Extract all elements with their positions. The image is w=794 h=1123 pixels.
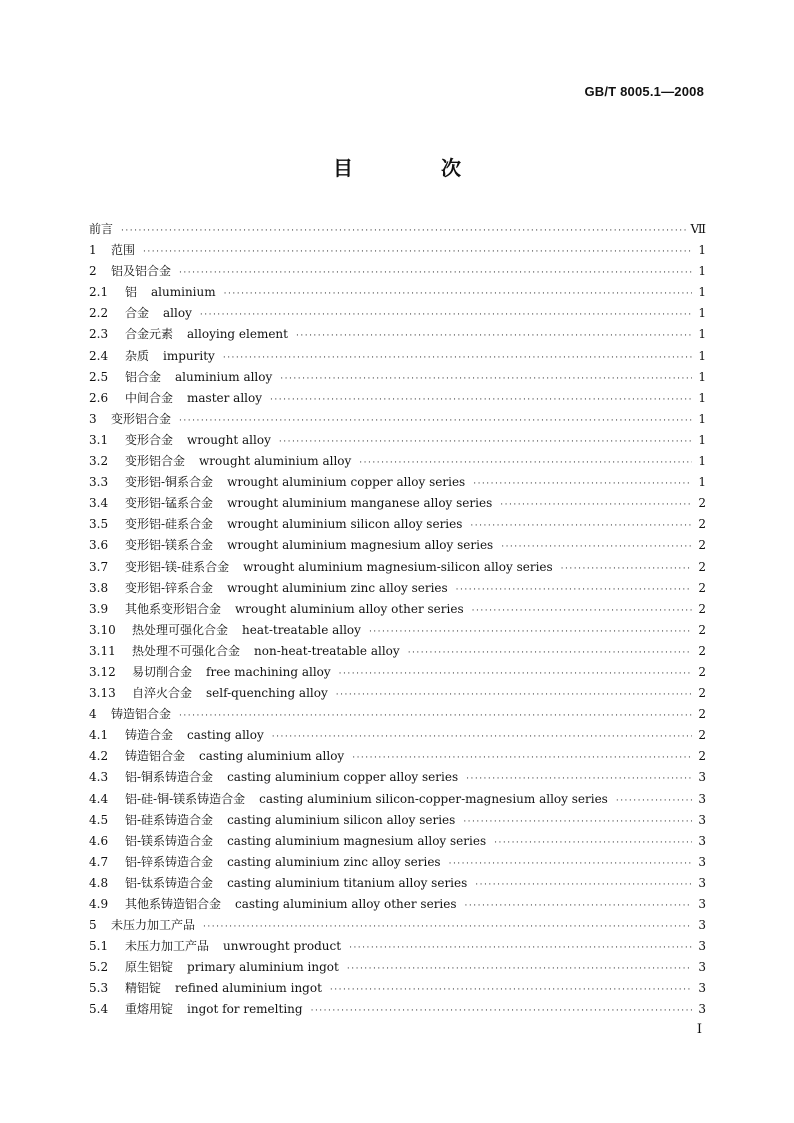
toc-entry-english-term: aluminium alloy [175, 369, 273, 384]
dot-leader [311, 1001, 692, 1022]
toc-entry-title: 铝-硅系铸造合金 [125, 812, 214, 827]
toc-entry-number: 5.4 [89, 1002, 109, 1017]
toc-entry-page: 3 [698, 939, 706, 954]
toc-entry[interactable] [89, 282, 706, 303]
toc-entry-number: 4.5 [89, 812, 109, 827]
toc-entry-english-term: casting aluminium alloy [199, 749, 345, 764]
toc-entry-title: 铸造合金 [125, 728, 174, 743]
toc-entry-number: 2.2 [89, 306, 109, 321]
toc-entry-page: 1 [698, 285, 706, 300]
toc-entry[interactable] [89, 303, 706, 324]
toc-entry-number: 5.3 [89, 981, 109, 996]
dot-leader [347, 959, 692, 980]
toc-entry-page: 1 [698, 475, 706, 490]
toc-entry-title: 铝及铝合金 [111, 264, 172, 279]
toc-entry-title: 合金元素 [125, 327, 174, 342]
dot-leader [494, 833, 692, 854]
toc-entry[interactable] [89, 852, 706, 873]
toc-entry-english-term: wrought aluminium magnesium alloy series [227, 538, 494, 553]
toc-entry-number: 3.1 [89, 432, 109, 447]
dot-leader [203, 917, 692, 938]
dot-leader [561, 559, 692, 580]
toc-entry-number: 2 [89, 264, 97, 279]
toc-entry-number: 3.5 [89, 517, 109, 532]
toc-entry-title: 杂质 [125, 348, 150, 363]
toc-entry-page: 2 [698, 538, 706, 553]
toc-entry-number: 3.9 [89, 601, 109, 616]
toc-entry-page: 1 [698, 369, 706, 384]
toc-entry-english-term: casting aluminium titanium alloy series [227, 875, 468, 890]
dot-leader [200, 305, 692, 326]
toc-entry-page: 3 [698, 875, 706, 890]
toc-entry[interactable] [89, 599, 706, 620]
toc-entry[interactable] [89, 514, 706, 535]
toc-entry-number: 2.5 [89, 369, 109, 384]
dot-leader [280, 369, 692, 390]
toc-entry[interactable] [89, 810, 706, 831]
dot-leader [466, 769, 692, 790]
toc-entry[interactable] [89, 346, 706, 367]
toc-entry-number: 3.6 [89, 538, 109, 553]
toc-entry[interactable] [89, 725, 706, 746]
toc-entry-english-term: casting alloy [187, 728, 264, 743]
toc-entry-english-term: refined aluminium ingot [175, 981, 322, 996]
toc-entry[interactable] [89, 472, 706, 493]
toc-entry-title: 变形铝-锌系合金 [125, 580, 214, 595]
dot-leader [500, 495, 692, 516]
toc-entry-number: 3.11 [89, 643, 116, 658]
toc-entry-english-term: casting aluminium magnesium alloy series [227, 833, 487, 848]
toc-entry-number: 前言 [89, 222, 114, 236]
toc-entry-title: 其他系变形铝合金 [125, 601, 222, 616]
toc-entry-english-term: wrought aluminium manganese alloy series [227, 496, 493, 511]
toc-entry-title: 中间合金 [125, 390, 174, 405]
toc-entry-page: 2 [698, 749, 706, 764]
toc-entry-english-term: primary aluminium ingot [187, 960, 339, 975]
toc-entry-page: 1 [698, 454, 706, 469]
toc-entry-page: 1 [698, 348, 706, 363]
toc-entry-page: 2 [698, 686, 706, 701]
toc-entry-number: 4 [89, 707, 97, 722]
toc-entry-number: 3.3 [89, 475, 109, 490]
dot-leader [472, 601, 692, 622]
toc-entry-title: 铝-钛系铸造合金 [125, 875, 214, 890]
toc-entry-english-term: casting aluminium zinc alloy series [227, 854, 441, 869]
toc-entry-page: 2 [698, 664, 706, 679]
toc-entry-title: 变形铝合金 [125, 454, 186, 469]
toc-entry-title: 铝-铜系铸造合金 [125, 770, 214, 785]
toc-entry-number: 4.4 [89, 791, 109, 806]
toc-entry[interactable] [89, 557, 706, 578]
toc-entry-number: 3 [89, 411, 97, 426]
toc-entry-page: 3 [698, 812, 706, 827]
toc-entry-title: 重熔用锭 [125, 1002, 174, 1017]
toc-entry-title: 铝-硅-铜-镁系铸造合金 [125, 791, 246, 806]
toc-entry-number: 4.7 [89, 854, 109, 869]
toc-entry-number: 5.1 [89, 939, 109, 954]
toc-entry-page: 1 [698, 327, 706, 342]
toc-entry-english-term: casting aluminium silicon-copper-magnesium alloy series [259, 791, 608, 806]
dot-leader [223, 348, 692, 369]
toc-entry[interactable] [89, 831, 706, 852]
toc-entry-number: 4.8 [89, 875, 109, 890]
toc-entry-page: 3 [698, 791, 706, 806]
toc-entry-english-term: heat-treatable alloy [242, 622, 361, 637]
toc-entry[interactable] [89, 957, 706, 978]
toc-entry-title: 热处理不可强化合金 [132, 643, 241, 658]
toc-entry-number: 3.12 [89, 664, 116, 679]
dot-leader [279, 432, 692, 453]
toc-entry-title: 原生铝锭 [125, 960, 174, 975]
dot-leader [616, 791, 692, 812]
dot-leader [330, 980, 692, 1001]
toc-entry-number: 3.8 [89, 580, 109, 595]
toc-entry-title: 范围 [111, 243, 136, 258]
toc-entry-page: 2 [698, 728, 706, 743]
toc-entry[interactable] [89, 662, 706, 683]
toc-entry[interactable] [89, 767, 706, 788]
dot-leader [369, 622, 692, 643]
toc-entry-page: 2 [698, 559, 706, 574]
toc-entry[interactable] [89, 915, 706, 936]
toc-entry-title: 未压力加工产品 [111, 918, 196, 933]
dot-leader [359, 453, 692, 474]
toc-entry-page: 2 [698, 601, 706, 616]
toc-entry-english-term: free machining alloy [206, 664, 331, 679]
dot-leader [224, 284, 692, 305]
toc-entry[interactable] [89, 535, 706, 556]
toc-entry-english-term: unwrought product [223, 939, 342, 954]
toc-entry-page: 1 [698, 390, 706, 405]
toc-entry[interactable] [89, 641, 706, 662]
toc-entry-title: 易切削合金 [132, 664, 193, 679]
toc-entry-title: 未压力加工产品 [125, 939, 210, 954]
dot-leader [449, 854, 692, 875]
dot-leader [179, 263, 692, 284]
toc-entry-page: 3 [698, 1002, 706, 1017]
toc-entry-english-term: wrought aluminium copper alloy series [227, 475, 466, 490]
toc-entry-english-term: aluminium [151, 285, 216, 300]
toc-entry-title: 热处理可强化合金 [132, 622, 229, 637]
dot-leader [475, 875, 692, 896]
toc-entry-english-term: casting aluminium silicon alloy series [227, 812, 456, 827]
toc-entry[interactable] [89, 746, 706, 767]
toc-entry-english-term: impurity [163, 348, 215, 363]
toc-entry-english-term: self-quenching alloy [206, 686, 328, 701]
toc-entry[interactable] [89, 430, 706, 451]
toc-entry-english-term: casting aluminium copper alloy series [227, 770, 459, 785]
toc-entry-number: 4.1 [89, 728, 109, 743]
dot-leader [470, 516, 692, 537]
dot-leader [349, 938, 692, 959]
dot-leader [408, 643, 692, 664]
dot-leader [296, 326, 692, 347]
toc-entry-english-term: wrought alloy [187, 432, 271, 447]
toc-entry-title: 变形铝-镁系合金 [125, 538, 214, 553]
toc-entry-number: 3.13 [89, 686, 116, 701]
toc-entry-title: 变形合金 [125, 432, 174, 447]
toc-entry-page: 2 [698, 643, 706, 658]
toc-entry-english-term: alloying element [187, 327, 288, 342]
dot-leader [270, 390, 692, 411]
toc-entry-english-term: wrought aluminium alloy other series [235, 601, 464, 616]
dot-leader [501, 537, 692, 558]
toc-entry[interactable] [89, 367, 706, 388]
toc-entry-english-term: wrought aluminium zinc alloy series [227, 580, 448, 595]
toc-entry-title: 铝合金 [125, 369, 162, 384]
dot-leader [465, 896, 692, 917]
dot-leader [336, 685, 692, 706]
toc-entry[interactable] [89, 240, 706, 261]
toc-entry-title: 铸造铝合金 [111, 707, 172, 722]
toc-entry[interactable] [89, 451, 706, 472]
dot-leader [352, 748, 692, 769]
toc-entry-number: 3.10 [89, 622, 116, 637]
toc-entry-title: 精铝锭 [125, 981, 162, 996]
toc-entry[interactable] [89, 936, 706, 957]
toc-entry-number: 5 [89, 918, 97, 933]
toc-entry-number: 3.2 [89, 454, 109, 469]
toc-entry-page: 1 [698, 264, 706, 279]
toc-entry-page: 3 [698, 854, 706, 869]
toc-entry-page: 3 [698, 897, 706, 911]
page-number: Ⅰ [696, 1022, 702, 1037]
toc-entry-page: 1 [698, 411, 706, 426]
toc-entry[interactable] [89, 683, 706, 704]
toc-entry-page: 1 [698, 306, 706, 321]
toc-entry-english-term: master alloy [187, 390, 263, 405]
toc-entry-number: 5.2 [89, 960, 109, 975]
toc-entry-title: 铝-镁系铸造合金 [125, 833, 214, 848]
toc-entry-title: 变形铝-镁-硅系合金 [125, 559, 230, 574]
toc-entry-title: 合金 [125, 306, 150, 321]
dot-leader [179, 411, 692, 432]
toc-entry-title: 铸造铝合金 [125, 749, 186, 764]
toc-entry-page: 2 [698, 707, 706, 722]
toc-entry-number: 4.9 [89, 897, 109, 911]
dot-leader [456, 580, 692, 601]
toc-entry-title: 其他系铸造铝合金 [125, 897, 222, 911]
dot-leader [121, 221, 686, 242]
toc-entry-english-term: wrought aluminium alloy [199, 454, 352, 469]
toc-entry[interactable] [89, 620, 706, 641]
toc-entry-page: 2 [698, 496, 706, 511]
toc-entry-page: 3 [698, 981, 706, 996]
toc-entry[interactable] [89, 578, 706, 599]
toc-entry-english-term: ingot for remelting [187, 1002, 303, 1017]
toc-entry-title: 铝 [125, 285, 138, 300]
page-title: 目 次 [333, 156, 495, 180]
toc-entry-english-term: casting aluminium alloy other series [235, 897, 457, 911]
toc-entry-number: 2.3 [89, 327, 109, 342]
toc-entry-number: 1 [89, 243, 97, 258]
toc-entry-page: 3 [698, 770, 706, 785]
toc-entry[interactable] [89, 999, 706, 1020]
dot-leader [179, 706, 692, 727]
toc-entry-title: 自淬火合金 [132, 686, 193, 701]
toc-entry-number: 2.1 [89, 285, 109, 300]
toc-entry[interactable] [89, 388, 706, 409]
dot-leader [463, 812, 692, 833]
toc-entry-page: Ⅶ [690, 222, 706, 236]
toc-entry-page: 2 [698, 580, 706, 595]
toc-entry[interactable] [89, 873, 706, 894]
toc-entry-page: 3 [698, 833, 706, 848]
toc-entry[interactable] [89, 493, 706, 514]
toc-entry-english-term: alloy [163, 306, 192, 321]
toc-entry-page: 3 [698, 918, 706, 933]
toc-entry-english-term: non-heat-treatable alloy [254, 643, 400, 658]
toc-entry[interactable] [89, 219, 706, 240]
toc-entry-number: 2.4 [89, 348, 109, 363]
toc-entry-page: 1 [698, 243, 706, 258]
toc-entry[interactable] [89, 409, 706, 430]
toc-entry-number: 3.7 [89, 559, 109, 574]
toc-entry-page: 3 [698, 960, 706, 975]
toc-entry-number: 4.3 [89, 770, 109, 785]
toc-entry-number: 2.6 [89, 390, 109, 405]
dot-leader [272, 727, 692, 748]
dot-leader [473, 474, 692, 495]
toc-entry-title: 变形铝-锰系合金 [125, 496, 214, 511]
toc-entry-number: 4.2 [89, 749, 109, 764]
toc-entry-page: 2 [698, 622, 706, 637]
toc-entry-page: 2 [698, 517, 706, 532]
toc-entry-number: 3.4 [89, 496, 109, 511]
table-of-contents [89, 219, 706, 1021]
standard-code: GB/T 8005.1—2008 [584, 84, 704, 99]
toc-entry[interactable] [89, 894, 706, 915]
toc-entry[interactable] [89, 704, 706, 725]
toc-entry-title: 变形铝合金 [111, 411, 172, 426]
toc-entry[interactable] [89, 261, 706, 282]
dot-leader [339, 664, 692, 685]
toc-entry[interactable] [89, 324, 706, 345]
toc-entry-page: 1 [698, 432, 706, 447]
toc-entry-title: 铝-锌系铸造合金 [125, 854, 214, 869]
toc-entry-english-term: wrought aluminium magnesium-silicon alloy series [243, 559, 553, 574]
toc-entry-title: 变形铝-铜系合金 [125, 475, 214, 490]
toc-entry-number: 4.6 [89, 833, 109, 848]
toc-entry-english-term: wrought aluminium silicon alloy series [227, 517, 463, 532]
toc-entry-title: 变形铝-硅系合金 [125, 517, 214, 532]
toc-entry[interactable] [89, 789, 706, 810]
dot-leader [143, 242, 692, 263]
toc-entry[interactable] [89, 978, 706, 999]
